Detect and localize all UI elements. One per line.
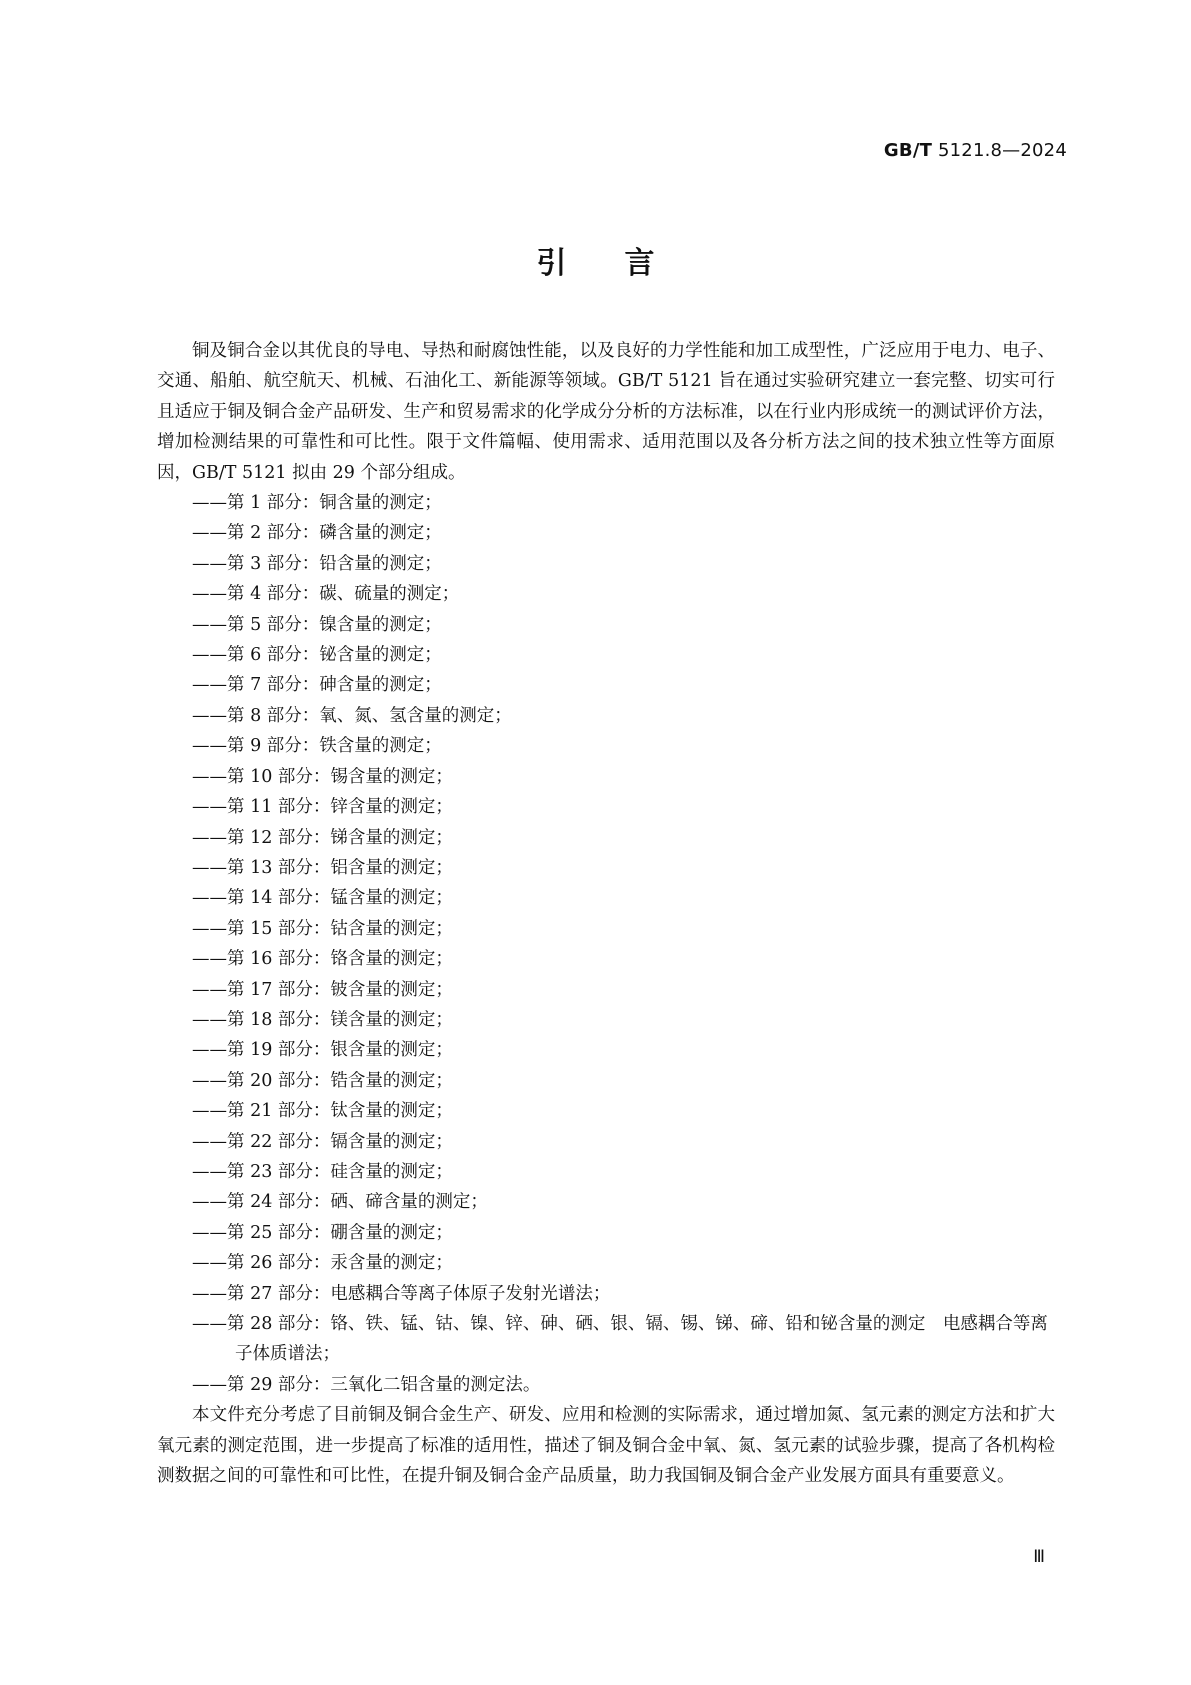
list-item: ——第 11 部分：锌含量的测定； xyxy=(192,797,453,818)
parts-list xyxy=(157,488,1055,1400)
page-title: 引言 xyxy=(536,246,713,281)
list-item: ——第 3 部分：铅含量的测定； xyxy=(192,553,442,574)
list-item: ——第 29 部分：三氧化二铝含量的测定法。 xyxy=(192,1374,541,1395)
list-item: ——第 4 部分：碳、硫量的测定； xyxy=(192,584,460,605)
standard-number: 5121.8—2024 xyxy=(938,140,1067,161)
intro-paragraph: 铜及铜合金以其优良的导电、导热和耐腐蚀性能，以及良好的力学性能和加工成型性，广泛应用于电力、电子、交通、船舶、航空航天、机械、石油化工、新能源等领域。GB/T 5121 旨在通过实验研究建立一套完整、切实可行且适应于铜及铜合金产品研发、生产和贸易需求的化学成分分析的方法标准，以在行业内形成统一的测试评价方法，增加检测结果的可靠性和可比性。限于文件篇幅、使用需求、适用范围以及各分析方法之间的技术独立性等方面原因，GB/T 5121 拟由 29 个部分组成。 xyxy=(157,341,1055,483)
list-item: ——第 21 部分：钛含量的测定； xyxy=(192,1101,453,1122)
list-item: ——第 22 部分：镉含量的测定； xyxy=(192,1131,453,1152)
document-body xyxy=(157,336,1055,1491)
list-item: ——第 8 部分：氧、氮、氢含量的测定； xyxy=(192,705,512,726)
list-item: ——第 20 部分：锆含量的测定； xyxy=(192,1070,453,1091)
list-item: ——第 5 部分：镍含量的测定； xyxy=(192,614,442,635)
list-item: ——第 23 部分：硅含量的测定； xyxy=(192,1161,453,1182)
list-item: ——第 15 部分：钴含量的测定； xyxy=(192,918,453,939)
list-item: ——第 2 部分：磷含量的测定； xyxy=(192,523,442,544)
list-item: ——第 14 部分：锰含量的测定； xyxy=(192,888,453,909)
list-item: ——第 13 部分：铝含量的测定； xyxy=(192,857,453,878)
standard-code: GB/T xyxy=(883,140,933,161)
list-item: ——第 19 部分：银含量的测定； xyxy=(192,1040,453,1061)
list-item: ——第 6 部分：铋含量的测定； xyxy=(192,645,442,666)
list-item: ——第 24 部分：硒、碲含量的测定； xyxy=(192,1192,488,1213)
list-item: ——第 28 部分：铬、铁、锰、钴、镍、锌、砷、硒、银、镉、锡、锑、碲、铅和铋含量的测定 电感耦合等离子体质谱法； xyxy=(192,1314,1048,1365)
list-item: ——第 27 部分：电感耦合等离子体原子发射光谱法； xyxy=(192,1283,611,1304)
list-item: ——第 1 部分：铜含量的测定； xyxy=(192,493,442,514)
list-item: ——第 17 部分：铍含量的测定； xyxy=(192,979,453,1000)
list-item: ——第 25 部分：硼含量的测定； xyxy=(192,1222,453,1243)
standard-number-header xyxy=(884,140,1067,161)
closing-paragraph: 本文件充分考虑了目前铜及铜合金生产、研发、应用和检测的实际需求，通过增加氮、氢元素的测定方法和扩大氧元素的测定范围，进一步提高了标准的适用性，描述了铜及铜合金中氧、氮、氢元素的试验步骤，提高了各机构检测数据之间的可靠性和可比性，在提升铜及铜合金产品质量，助力我国铜及铜合金产业发展方面具有重要意义。 xyxy=(157,1405,1055,1487)
list-item: ——第 9 部分：铁含量的测定； xyxy=(192,736,442,757)
list-item: ——第 16 部分：铬含量的测定； xyxy=(192,949,453,970)
page-number: Ⅲ xyxy=(1033,1547,1045,1567)
list-item: ——第 7 部分：砷含量的测定； xyxy=(192,675,442,696)
list-item: ——第 26 部分：汞含量的测定； xyxy=(192,1253,453,1274)
list-item: ——第 18 部分：镁含量的测定； xyxy=(192,1009,453,1030)
list-item: ——第 12 部分：锑含量的测定； xyxy=(192,827,453,848)
list-item: ——第 10 部分：锡含量的测定； xyxy=(192,766,453,787)
